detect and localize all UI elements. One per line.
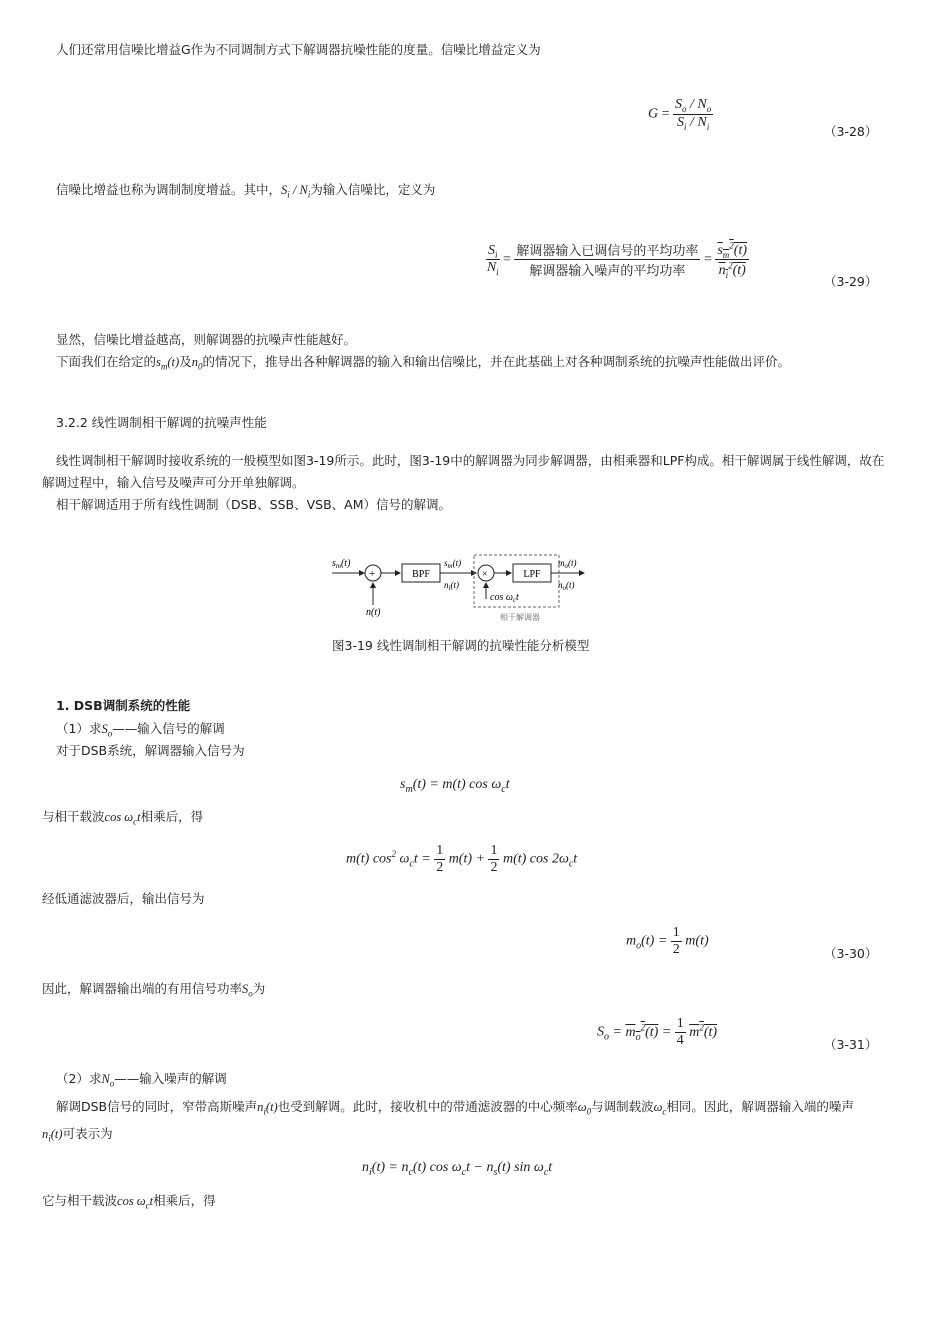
lpf-label: LPF: [523, 569, 541, 580]
ni-label: $n_i(t)$: [444, 580, 459, 592]
paragraph-11-text-b: 也受到解调。此时，接收机中的带通滤波器的中心频率: [277, 1099, 578, 1114]
paragraph-4: [56, 354, 790, 375]
paragraph-11-text-a: 解调DSB信号的同时，窄带高斯噪声: [56, 1099, 258, 1114]
input-snr-symbol: $S_i / N_i$: [281, 183, 311, 200]
step-2-text-b: ——输入噪声的解调: [114, 1071, 227, 1086]
paragraph-12-text: 可表示为: [62, 1126, 113, 1141]
paragraph-13-text-a: 它与相干载波: [42, 1193, 118, 1208]
paragraph-7: 对于DSB系统，解调器输入信号为: [56, 743, 245, 758]
so-symbol: $S_o$: [101, 722, 113, 739]
step-1-text-a: （1）求: [56, 721, 102, 736]
paragraph-13-text-b: 相乘后，得: [153, 1193, 216, 1208]
carrier-symbol-2: $\cos \omega_ct$: [117, 1194, 154, 1211]
paragraph-4-text-c: 的情况下，推导出各种解调器的输入和输出信噪比，并在此基础上对各种调制系统的抗噪声性能做出评价。: [202, 354, 790, 369]
so-symbol-2: $S_o$: [242, 982, 253, 999]
eq29-numerator: 解调器输入已调信号的平均功率: [514, 240, 700, 260]
paragraph-11-text-d: 相同。因此，解调器输入端的噪声: [666, 1099, 854, 1114]
paragraph-8: [42, 809, 203, 830]
paragraph-4-text-b: 及: [179, 354, 192, 369]
paragraph-9: 经低通滤波器后，输出信号为: [42, 891, 205, 906]
times-sign: ×: [482, 569, 488, 580]
si-label: $s_m(t)$: [444, 558, 462, 570]
no-label: $n_o(t)$: [558, 580, 575, 592]
eq29-denominator: 解调器输入噪声的平均功率: [529, 264, 686, 280]
paragraph-10-text-b: 为: [252, 981, 266, 996]
omegac-symbol: $\omega_c$: [653, 1100, 667, 1117]
figure-caption: 图3-19 线性调制相干解调的抗噪性能分析模型: [332, 638, 590, 653]
plus-sign: +: [369, 568, 376, 580]
input-sm-label: $s_m(t)$: [332, 558, 351, 570]
equation-number-3-28: （3-28）: [824, 124, 878, 139]
equation-3-28: G = $\frac{S_o / N_o}{S_i / N_i}$: [648, 97, 712, 132]
equation-sm: $s_m(t) = m(t)$ $\cos \omega_ct$: [400, 777, 510, 795]
paragraph-6: 相干解调适用于所有线性调制（DSB、SSB、VSB、AM）信号的解调。: [56, 497, 451, 512]
paragraph-5-line-2: 解调过程中，输入信号及噪声可分开单独解调。: [42, 475, 305, 490]
step-1-text-b: ——输入信号的解调: [112, 721, 225, 736]
equation-3-29: $\frac{S_i}{N_i}$ = $\frac{\text{解调器输入已调信号的平均功率}}{\text{解调器输入噪声的平均功率}}$ = $\frac{s_m^2(t)}{n_i^2(t)}$: [486, 240, 748, 280]
step-1-heading: [56, 721, 225, 742]
carrier-symbol: $\cos \omega_ct$: [104, 810, 141, 827]
paragraph-10-text-a: 因此，解调器输出端的有用信号功率: [42, 981, 243, 996]
sm-symbol: $s_m(t)$: [156, 355, 180, 372]
equation-product: m(t) $\cos^2 \omega_ct$ = $\frac{1}{2}$ m(t) + $\frac{1}{2}$ m(t) $\cos 2\omega_ct$: [346, 843, 578, 875]
paragraph-2-text-b: 为输入信噪比，定义为: [310, 182, 436, 197]
paragraph-2-text-a: 信噪比增益也称为调制制度增益。其中，: [56, 182, 282, 197]
paragraph-2: [56, 182, 435, 203]
subsection-heading: 1. DSB调制系统的性能: [56, 698, 191, 713]
paragraph-11-text-c: 与调制载波: [591, 1099, 654, 1114]
paragraph-3: 显然，信噪比增益越高，则解调器的抗噪声性能越好。: [56, 332, 357, 347]
paragraph-1: 人们还常用信噪比增益G作为不同调制方式下解调器抗噪性能的度量。信噪比增益定义为: [56, 42, 541, 57]
ni-symbol-2: $n_i(t)$: [42, 1127, 63, 1144]
paragraph-5-line-1: 线性调制相干解调时接收系统的一般模型如图3-19所示。此时，图3-19中的解调器为同步解调器，由相乘器和LPF构成。相干解调属于线性解调，故在: [56, 453, 885, 468]
step-2-text-a: （2）求: [56, 1071, 102, 1086]
step-2-heading: [56, 1071, 227, 1092]
paragraph-4-text-a: 下面我们在给定的: [56, 354, 157, 369]
equation-number-3-31: （3-31）: [824, 1037, 878, 1052]
paragraph-13: [42, 1193, 216, 1214]
omega0-symbol: $\omega_0$: [577, 1100, 592, 1117]
coherent-demod-label: 相干解调器: [500, 613, 540, 622]
carrier-label: $\cos \omega_ct$: [490, 592, 519, 604]
n0-symbol: $n_0$: [191, 355, 203, 372]
mo-label: $m_o(t)$: [558, 558, 577, 570]
equation-3-31: $S_o = m_o^2(t)$ = $\frac{1}{4}$ $m^2(t)$: [597, 1016, 718, 1048]
no-symbol: $N_o$: [101, 1072, 115, 1089]
paragraph-12: [42, 1126, 113, 1147]
equation-number-3-29: （3-29）: [824, 274, 878, 289]
section-heading: 3.2.2 线性调制相干解调的抗噪声性能: [56, 415, 267, 430]
equation-ni: $n_i(t) = n_c(t)$ $\cos \omega_ct - n_s(t)$ $\sin \omega_ct$: [362, 1160, 553, 1178]
figure-3-19-diagram: [328, 553, 588, 623]
equation-3-30: $m_o(t)$ = $\frac{1}{2}$ m(t): [626, 925, 709, 957]
paragraph-11: [56, 1099, 854, 1120]
ni-symbol: $n_i(t)$: [257, 1100, 278, 1117]
bpf-label: BPF: [412, 569, 430, 580]
noise-label: n(t): [366, 607, 381, 618]
paragraph-8-text-b: 相乘后，得: [140, 809, 204, 824]
equation-number-3-30: （3-30）: [824, 946, 878, 961]
paragraph-8-text-a: 与相干载波: [42, 809, 105, 824]
paragraph-10: [42, 981, 265, 1002]
